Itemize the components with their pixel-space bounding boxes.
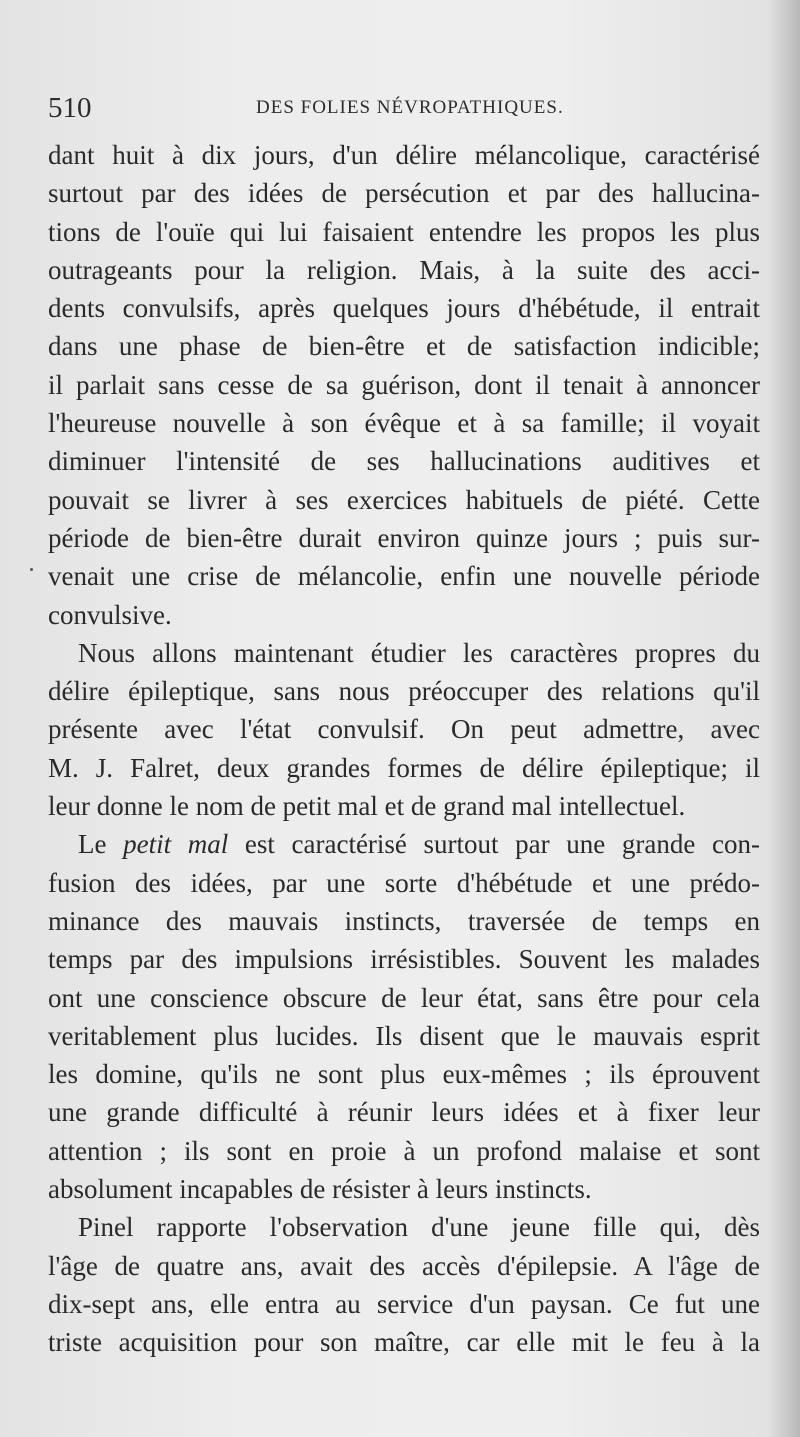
text-line: M. J. Falret, deux grandes formes de délire épileptique; il [48, 752, 760, 783]
text-line: fusion des idées, par une sorte d'hébétude et une prédo- [48, 867, 760, 898]
text-line: temps par des impulsions irrésistibles. Souvent les malades [48, 944, 760, 975]
paragraph-4 [48, 1208, 760, 1361]
text-line: présente avec l'état convulsif. On peut admettre, avec [48, 714, 760, 745]
italic-term: petit mal [123, 829, 229, 860]
text-line: dix-sept ans, elle entra au service d'un paysan. Ce fut une [48, 1288, 760, 1319]
line-suffix: est caractérisé surtout par une grande con- [228, 829, 760, 860]
text-line: tions de l'ouïe qui lui faisaient entendre les propos les plus [48, 216, 760, 247]
text-line: les domine, qu'ils ne sont plus eux-mêmes ; ils éprouvent [48, 1059, 760, 1090]
text-line: minance des mauvais instincts, traversée de temps en [48, 905, 760, 936]
text-line: attention ; ils sont en proie à un profond malaise et sont [48, 1135, 760, 1166]
text-line [48, 825, 760, 863]
text-line: triste acquisition pour son maître, car elle mit le feu à la [48, 1327, 760, 1358]
page-number: 510 [48, 92, 92, 124]
text-line: diminuer l'intensité de ses hallucinations auditives et [48, 446, 760, 477]
text-line: venait une crise de mélancolie, enfin une nouvelle période [48, 561, 760, 592]
text-line: leur donne le nom de petit mal et de grand mal intellectuel. [48, 791, 686, 822]
text-line: convulsive. [48, 599, 172, 630]
text-line: période de bien-être durait environ quinze jours ; puis sur- [48, 522, 760, 553]
text-line: une grande difficulté à réunir leurs idées et à fixer leur [48, 1097, 760, 1128]
text-line: Nous allons maintenant étudier les caractères propres du [78, 637, 760, 668]
print-speck [30, 568, 33, 571]
text-line: dant huit à dix jours, d'un délire mélancolique, caractérisé [48, 140, 760, 170]
text-line: surtout par des idées de persécution et par des hallucina- [48, 178, 760, 209]
text-line: délire épileptique, sans nous préoccuper des relations qu'il [48, 676, 760, 707]
text-line: dans une phase de bien-être et de satisfaction indicible; [48, 331, 760, 362]
text-line: absolument incapables de résister à leurs instincts. [48, 1174, 592, 1205]
paragraph-1 [48, 136, 760, 634]
line-prefix: Le [78, 829, 124, 860]
paragraph-3 [48, 825, 760, 1208]
running-head: DES FOLIES NÉVROPATHIQUES. [256, 97, 564, 118]
text-line: Pinel rapporte l'observation d'une jeune fille qui, dès [78, 1212, 760, 1243]
text-line: ont une conscience obscure de leur état, sans être pour cela [48, 982, 760, 1013]
text-line: outrageants pour la religion. Mais, à la suite des acci- [48, 254, 760, 285]
text-line: pouvait se livrer à ses exercices habituels de piété. Cette [48, 484, 760, 515]
text-line: l'heureuse nouvelle à son évêque et à sa famille; il voyait [48, 408, 760, 439]
text-line: l'âge de quatre ans, avait des accès d'épilepsie. A l'âge de [48, 1250, 760, 1281]
body-text [48, 136, 760, 1362]
page-header [48, 88, 760, 128]
paragraph-2 [48, 634, 760, 825]
text-line: dents convulsifs, après quelques jours d'hébétude, il entrait [48, 293, 760, 324]
text-line: veritablement plus lucides. Ils disent que le mauvais esprit [48, 1020, 760, 1051]
text-line: il parlait sans cesse de sa guérison, dont il tenait à annoncer [48, 369, 760, 400]
